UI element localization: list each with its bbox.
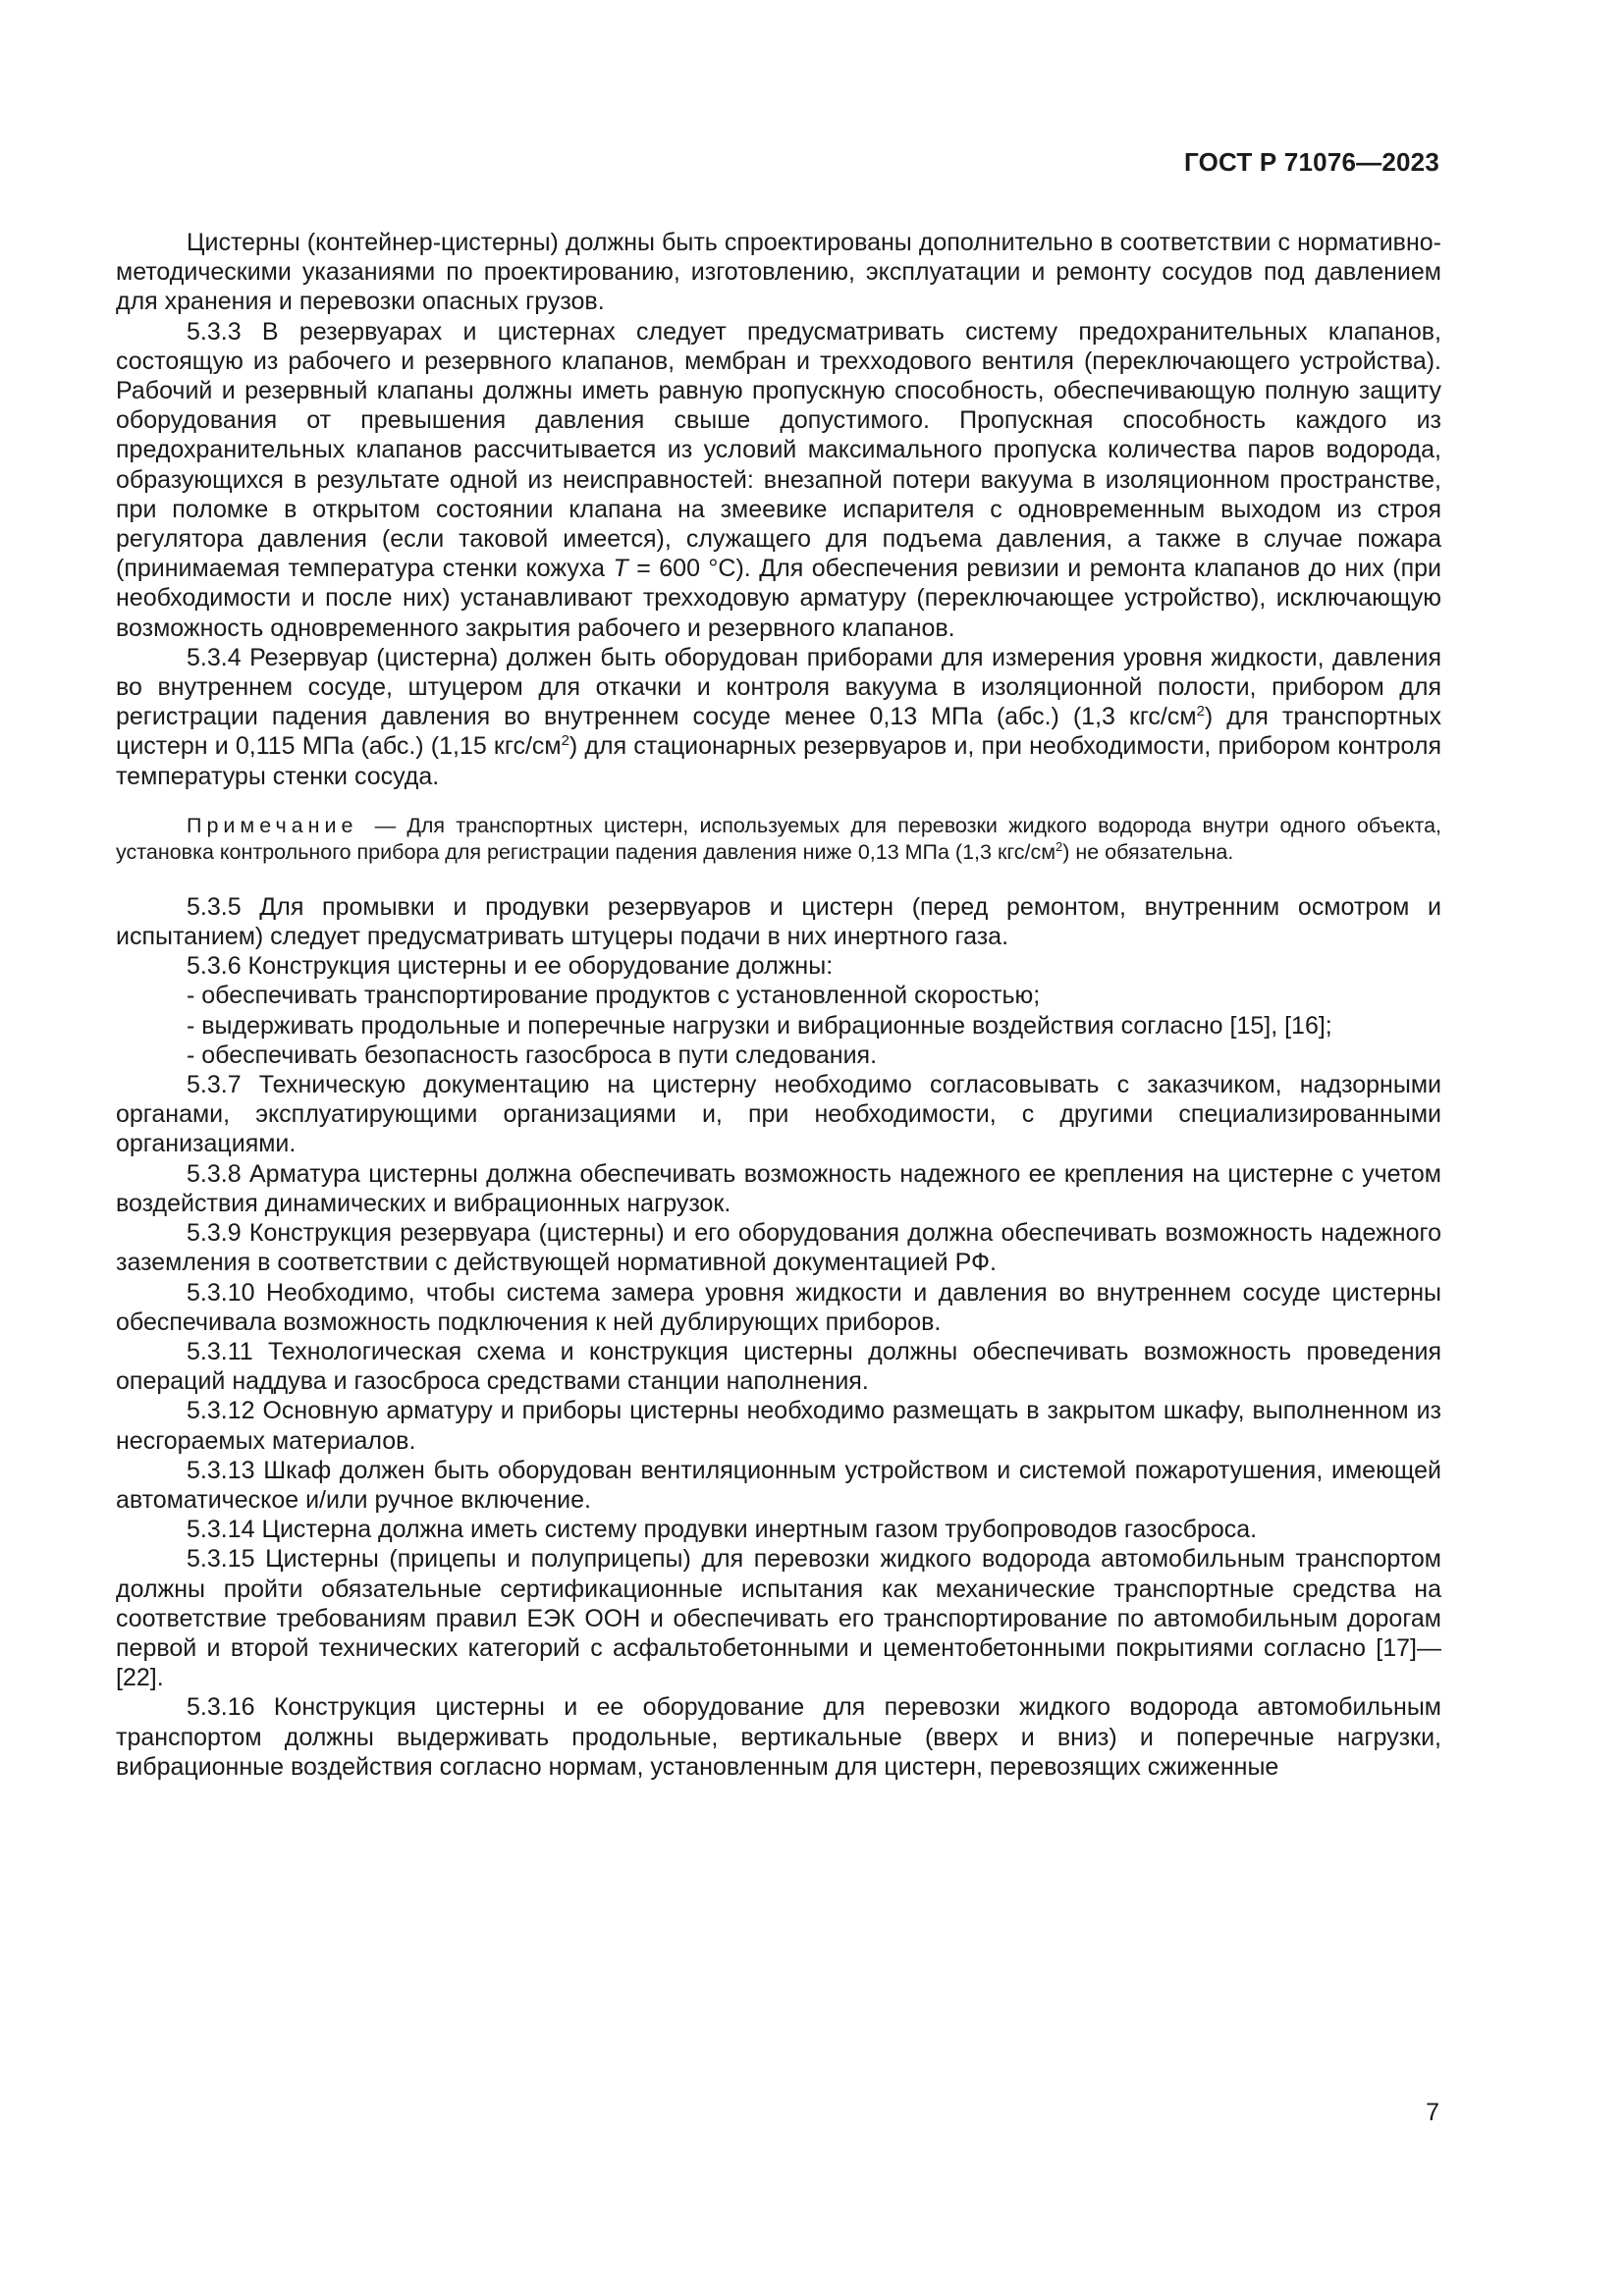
list-item: - обеспечивать безопасность газосброса в пути следования. xyxy=(187,1041,878,1069)
paragraph-5-3-4 xyxy=(116,643,1441,791)
temperature-variable: T xyxy=(613,555,628,583)
paragraph-5-3-13: 5.3.13 Шкаф должен быть оборудован вентиляционным устройством и системой пожаротушения, имеющей автоматическое и/или ручное включение. xyxy=(116,1456,1441,1514)
superscript: 2 xyxy=(1196,703,1205,721)
paragraph-5-3-11: 5.3.11 Технологическая схема и конструкция цистерны должны обеспечивать возможность проведения операций наддува и газосброса средствами станции наполнения. xyxy=(116,1337,1441,1396)
paragraph-5-3-7: 5.3.7 Техническую документацию на цистерну необходимо согласовывать с заказчиком, надзорными органами, эксплуатирующими организациями и, при необходимости, с другими специализированными организациями. xyxy=(116,1071,1441,1158)
note xyxy=(116,813,1441,867)
paragraph-5-3-9: 5.3.9 Конструкция резервуара (цистерны) и его оборудования должна обеспечивать возможность надежного заземления в соответствии с действующей нормативной документацией РФ. xyxy=(116,1219,1441,1277)
paragraph-5-3-4-part-c: ) для стационарных резервуаров и, при необходимости, прибором контроля температуры стенки сосуда. xyxy=(116,732,1441,790)
document-standard-header: ГОСТ Р 71076—2023 xyxy=(1184,147,1439,177)
paragraph-5-3-3-part-a: 5.3.3 В резервуарах и цистернах следует предусматривать систему предохранительных клапанов, состоящую из рабочего и резервного клапанов, мембран и трехходового вентиля (переключающего устройства). Рабочий и резервный клапаны должны иметь равную пропускную способность, обеспечивающую полную защиту оборудования от превышения давления свыше допустимого. Пропускная способность каждого из предохранительных клапанов рассчитывается из условий максимального пропуска количества паров водорода, образующихся в результате одной из неисправностей: внезапной потери вакуума в изоляционном пространстве, при поломке в открытом состоянии клапана на змеевике испарителя с одновременным выходом из строя регулятора давления (если таковой имеется), служащего для подъема давления, а также в случае пожара (принимаемая температура стенки кожуха xyxy=(116,317,1441,583)
document-body xyxy=(116,228,1441,1782)
page-number: 7 xyxy=(1426,2099,1439,2126)
paragraph-5-3-3-part-b: = 600 °C). Для обеспечения ревизии и ремонта клапанов до них (при необходимости и после них) устанавливают трехходовую арматуру (переключающее устройство), исключающую возможность одновременного закрытия рабочего и резервного клапанов. xyxy=(116,555,1441,642)
paragraph-5-3-6: 5.3.6 Конструкция цистерны и ее оборудование должны: xyxy=(187,952,834,981)
note-label: Примечание xyxy=(187,813,358,837)
list-item: - выдерживать продольные и поперечные нагрузки и вибрационные воздействия согласно [15], [16]; xyxy=(187,1011,1332,1040)
paragraph-5-3-4-part-a: 5.3.4 Резервуар (цистерна) должен быть оборудован приборами для измерения уровня жидкости, давления во внутреннем сосуде, штуцером для откачки и контроля вакуума в изоляционной полости, прибором для регистрации падения давления во внутреннем сосуде менее 0,13 МПа (абс.) (1,3 кгс/см xyxy=(116,643,1441,731)
paragraph-5-3-16: 5.3.16 Конструкция цистерны и ее оборудование для перевозки жидкого водорода автомобильным транспортом должны выдерживать продольные, вертикальные (вверх и вниз) и поперечные нагрузки, вибрационные воздействия согласно нормам, установленным для цистерн, перевозящих сжиженные xyxy=(116,1693,1441,1781)
note-text-a: — Для транспортных цистерн, используемых для перевозки жидкого водорода внутри одного объекта, установка контрольного прибора для регистрации падения давления ниже 0,13 МПа (1,3 кгс/см xyxy=(116,813,1441,865)
paragraph-5-3-3 xyxy=(116,317,1441,643)
paragraph-5-3-14: 5.3.14 Цистерна должна иметь систему продувки инертным газом трубопроводов газосброса. xyxy=(187,1516,1258,1544)
paragraph-5-3-4-part-b: ) для транспортных цистерн и 0,115 МПа (абс.) (1,15 кгс/см xyxy=(116,703,1441,761)
paragraph-5-3-10: 5.3.10 Необходимо, чтобы система замера уровня жидкости и давления во внутреннем сосуде цистерны обеспечивала возможность подключения к ней дублирующих приборов. xyxy=(116,1278,1441,1336)
superscript: 2 xyxy=(561,732,569,750)
paragraph-5-3-8: 5.3.8 Арматура цистерны должна обеспечивать возможность надежного ее крепления на цистерне с учетом воздействия динамических и вибрационных нагрузок. xyxy=(116,1159,1441,1217)
superscript: 2 xyxy=(1055,839,1063,855)
paragraph-5-3-12: 5.3.12 Основную арматуру и приборы цистерны необходимо размещать в закрытом шкафу, выполненном из несгораемых материалов. xyxy=(116,1397,1441,1455)
paragraph-5-3-5: 5.3.5 Для промывки и продувки резервуаров и цистерн (перед ремонтом, внутренним осмотром и испытанием) следует предусматривать штуцеры подачи в них инертного газа. xyxy=(116,892,1441,951)
list-item: - обеспечивать транспортирование продуктов с установленной скоростью; xyxy=(187,982,1041,1010)
note-text-b: ) не обязательна. xyxy=(1062,840,1234,865)
paragraph-5-3-15: 5.3.15 Цистерны (прицепы и полуприцепы) для перевозки жидкого водорода автомобильным транспортом должны пройти обязательные сертификационные испытания как механические транспортные средства на соответствие требованиям правил ЕЭК ООН и обеспечивать его транспортирование по автомобильным дорогам первой и второй технических категорий с асфальтобетонными и цементобетонными покрытиями согласно [17]—[22]. xyxy=(116,1545,1441,1692)
paragraph-tank-containers: Цистерны (контейнер-цистерны) должны быть спроектированы дополнительно в соответствии с нормативно-методическими указаниями по проектированию, изготовлению, эксплуатации и ремонту сосудов под давлением для хранения и перевозки опасных грузов. xyxy=(116,229,1441,316)
